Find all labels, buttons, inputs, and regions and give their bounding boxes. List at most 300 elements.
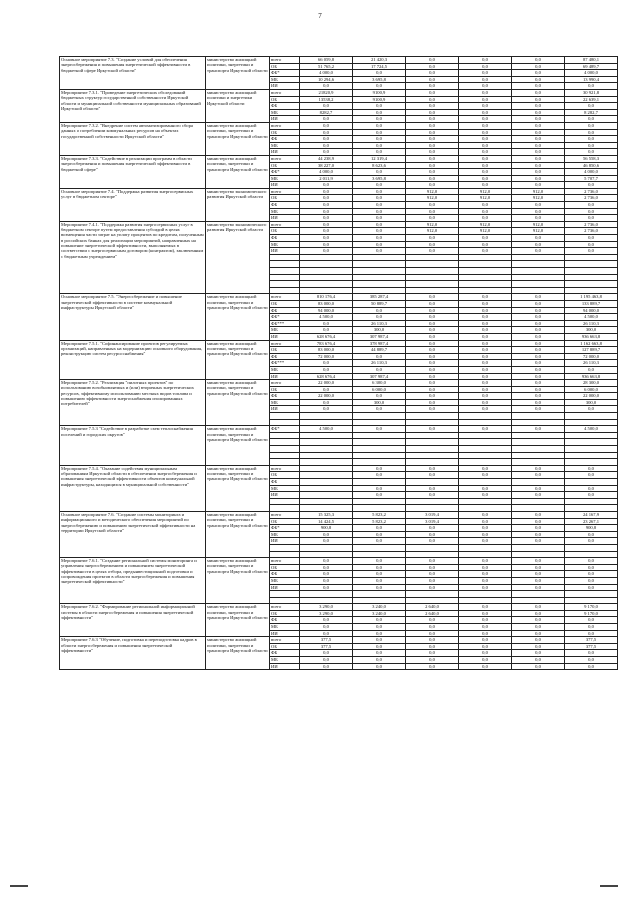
year-value-cell: 0,0 (459, 604, 512, 611)
page-number: 7 (318, 12, 322, 20)
year-value-cell (459, 551, 512, 558)
year-value-cell: 0,0 (300, 571, 353, 578)
total-cell: 87 480,1 (565, 57, 618, 64)
funding-source (270, 254, 300, 261)
year-value-cell: 72 000,0 (300, 353, 353, 360)
year-value-cell: 0,0 (459, 307, 512, 314)
responsible-executor: министерство жилищной политики, энергетики и транспорта Иркутской области (206, 155, 270, 188)
year-value-cell (406, 452, 459, 459)
year-value-cell (300, 274, 353, 281)
measure-description: Мероприятие 7.6.2. "Формирование региональной информационной системы в области энергосбережения и повышения энергетической эффективности" (60, 604, 206, 637)
year-value-cell (406, 274, 459, 281)
responsible-executor: министерство жилищной политики, энергетики и транспорта Иркутской области (206, 340, 270, 380)
total-cell: 0,0 (565, 142, 618, 149)
year-value-cell: 0,0 (512, 122, 565, 129)
year-value-cell: 0,0 (353, 577, 406, 584)
year-value-cell: 0,0 (406, 76, 459, 83)
total-cell: 936 663,8 (565, 373, 618, 380)
year-value-cell (459, 281, 512, 288)
budget-table (59, 56, 618, 670)
year-value-cell: 0,0 (300, 122, 353, 129)
year-value-cell: 0,0 (459, 465, 512, 472)
year-value-cell: 0,0 (406, 307, 459, 314)
year-value-cell: 0,0 (300, 538, 353, 545)
total-cell: 0,0 (565, 406, 618, 413)
total-cell: 0,0 (565, 663, 618, 670)
year-value-cell: 0,0 (406, 103, 459, 110)
total-cell (565, 459, 618, 466)
year-value-cell: 0,0 (459, 617, 512, 624)
year-value-cell: 0,0 (459, 175, 512, 182)
year-value-cell: 10 294,6 (300, 76, 353, 83)
total-cell: 1 195 463,8 (565, 294, 618, 301)
funding-source: МБ (270, 531, 300, 538)
year-value-cell (459, 413, 512, 420)
year-value-cell: 0,0 (300, 406, 353, 413)
funding-source: ОБ (270, 564, 300, 571)
year-value-cell: 26 110,3 (353, 360, 406, 367)
total-cell (565, 597, 618, 604)
year-value-cell: 8 623,6 (353, 162, 406, 169)
funding-source: всего (270, 89, 300, 96)
funding-source: ИИ (270, 83, 300, 90)
year-value-cell: 0,0 (512, 235, 565, 242)
year-value-cell: 13538,2 (300, 96, 353, 103)
year-value-cell: 8282,7 (300, 109, 353, 116)
funding-source (270, 452, 300, 459)
funding-source: ФБ* (270, 525, 300, 532)
year-value-cell (300, 419, 353, 426)
year-value-cell: 0,0 (512, 307, 565, 314)
funding-source: всего (270, 122, 300, 129)
year-value-cell (459, 432, 512, 439)
year-value-cell: 0,0 (406, 109, 459, 116)
year-value-cell: 0,0 (512, 465, 565, 472)
year-value-cell: 5 823,2 (353, 511, 406, 518)
year-value-cell: 0,0 (406, 366, 459, 373)
year-value-cell (459, 479, 512, 486)
funding-source: всего (270, 637, 300, 644)
year-value-cell (300, 261, 353, 268)
funding-source: ОБ (270, 63, 300, 70)
total-cell: 0,0 (565, 149, 618, 156)
total-cell: 0,0 (565, 182, 618, 189)
year-value-cell: 0,0 (459, 577, 512, 584)
total-cell: 133 889,7 (565, 300, 618, 307)
table-row (60, 294, 618, 301)
year-value-cell: 0,0 (459, 320, 512, 327)
funding-source (270, 459, 300, 466)
funding-source: ОБ (270, 347, 300, 354)
responsible-executor: министерство жилищной политики, энергетики и транспорта Иркутской области (206, 426, 270, 466)
year-value-cell: 0,0 (406, 116, 459, 123)
funding-source: МБ (270, 366, 300, 373)
year-value-cell: 0,0 (353, 584, 406, 591)
year-value-cell: 0,0 (512, 630, 565, 637)
year-value-cell: 0,0 (459, 630, 512, 637)
year-value-cell: 0,0 (353, 492, 406, 499)
year-value-cell (353, 281, 406, 288)
funding-source: ИИ (270, 538, 300, 545)
year-value-cell: 0,0 (512, 366, 565, 373)
year-value-cell: 0,0 (459, 472, 512, 479)
year-value-cell: 0,0 (459, 294, 512, 301)
year-value-cell: 0,0 (353, 525, 406, 532)
funding-source: ИИ (270, 630, 300, 637)
year-value-cell (406, 446, 459, 453)
year-value-cell: 912,0 (512, 228, 565, 235)
year-value-cell (300, 505, 353, 512)
total-cell: 0,0 (565, 208, 618, 215)
funding-source: МБ (270, 109, 300, 116)
table-row (60, 637, 618, 644)
funding-source: ФБ* (270, 426, 300, 433)
year-value-cell: 307 987,4 (353, 373, 406, 380)
total-cell: 0,0 (565, 129, 618, 136)
year-value-cell: 0,0 (512, 347, 565, 354)
table-row (60, 604, 618, 611)
year-value-cell: 0,0 (512, 116, 565, 123)
year-value-cell: 0,0 (512, 155, 565, 162)
year-value-cell: 0,0 (406, 558, 459, 565)
year-value-cell: 0,0 (459, 564, 512, 571)
year-value-cell: 0,0 (512, 169, 565, 176)
funding-source: всего (270, 558, 300, 565)
year-value-cell: 0,0 (459, 538, 512, 545)
funding-source (270, 274, 300, 281)
year-value-cell: 0,0 (512, 83, 565, 90)
year-value-cell: 0,0 (406, 353, 459, 360)
measure-description: Мероприятие 7.6.3 "Обучение, подготовка и переподготовка кадров в области энергосбережения и повышения энергетической эффективности" (60, 637, 206, 670)
total-cell: 0,0 (565, 465, 618, 472)
year-value-cell: 12 319,4 (353, 155, 406, 162)
year-value-cell: 783 676,4 (300, 340, 353, 347)
year-value-cell: 0,0 (300, 399, 353, 406)
year-value-cell: 0,0 (406, 70, 459, 77)
year-value-cell: 0,0 (512, 426, 565, 433)
year-value-cell: 0,0 (406, 386, 459, 393)
funding-source: всего (270, 57, 300, 64)
year-value-cell: 0,0 (353, 248, 406, 255)
year-value-cell: 0,0 (406, 182, 459, 189)
year-value-cell: 0,0 (459, 182, 512, 189)
responsible-executor: министерство жилищной политики, энергетики и транспорта Иркутской области (206, 637, 270, 670)
year-value-cell: 0,0 (512, 327, 565, 334)
year-value-cell: 0,0 (406, 406, 459, 413)
total-cell: 26 110,3 (565, 360, 618, 367)
year-value-cell: 0,0 (353, 472, 406, 479)
year-value-cell: 0,0 (300, 577, 353, 584)
year-value-cell: 0,0 (459, 525, 512, 532)
year-value-cell (512, 498, 565, 505)
year-value-cell: 0,0 (353, 314, 406, 321)
year-value-cell: 0,0 (512, 511, 565, 518)
year-value-cell: 912,0 (406, 228, 459, 235)
total-cell (565, 498, 618, 505)
year-value-cell (406, 287, 459, 294)
total-cell (565, 591, 618, 598)
year-value-cell (512, 261, 565, 268)
year-value-cell (353, 544, 406, 551)
total-cell (565, 287, 618, 294)
total-cell: 0,0 (565, 584, 618, 591)
year-value-cell: 0,0 (512, 182, 565, 189)
year-value-cell: 0,0 (459, 202, 512, 209)
total-cell: 0,0 (565, 577, 618, 584)
year-value-cell: 0,0 (353, 307, 406, 314)
total-cell: 0,0 (565, 492, 618, 499)
year-value-cell: 0,0 (300, 241, 353, 248)
year-value-cell: 0,0 (353, 630, 406, 637)
year-value-cell (406, 498, 459, 505)
funding-source: всего (270, 155, 300, 162)
table-row (60, 122, 618, 129)
table-row (60, 89, 618, 96)
year-value-cell: 0,0 (406, 241, 459, 248)
year-value-cell (512, 287, 565, 294)
year-value-cell: 0,0 (459, 366, 512, 373)
year-value-cell: 0,0 (300, 663, 353, 670)
year-value-cell: 0,0 (459, 208, 512, 215)
year-value-cell (300, 432, 353, 439)
year-value-cell: 912,0 (512, 195, 565, 202)
year-value-cell (459, 505, 512, 512)
year-value-cell: 21820,9 (300, 89, 353, 96)
scan-edge-mark-right (600, 885, 618, 887)
measure-description: Мероприятие 7.4.1. "Поддержка развития энергосервисных услуг в бюджетном секторе путем предоставления субсидий в целях возмещения части затрат на уплату процентов по кредитам, полученным в российских банках для реализации мероприятий, направленных на повышение энергетической эффективности, выполняемых в соответствии с энергосервисным договором (контрактом), заключенным с бюджетным учреждением" (60, 221, 206, 294)
year-value-cell (353, 287, 406, 294)
year-value-cell: 0,0 (406, 175, 459, 182)
year-value-cell: 0,0 (300, 327, 353, 334)
year-value-cell: 0,0 (406, 663, 459, 670)
year-value-cell: 0,0 (459, 162, 512, 169)
funding-source: ФБ* (270, 70, 300, 77)
responsible-executor: министерство жилищной политики, энергетики и транспорта Иркутской области (206, 57, 270, 90)
responsible-executor: министерство жилищной политики и энергетики Иркутской области (206, 89, 270, 122)
year-value-cell: 0,0 (406, 208, 459, 215)
year-value-cell: 0,0 (512, 340, 565, 347)
total-cell: 72 000,0 (565, 353, 618, 360)
year-value-cell: 0,0 (300, 657, 353, 664)
year-value-cell: 0,0 (459, 518, 512, 525)
funding-source (270, 419, 300, 426)
year-value-cell: 0,0 (512, 577, 565, 584)
total-cell (565, 281, 618, 288)
year-value-cell: 385 287,4 (353, 294, 406, 301)
table-row (60, 340, 618, 347)
year-value-cell: 900,8 (300, 525, 353, 532)
year-value-cell: 0,0 (353, 70, 406, 77)
year-value-cell: 0,0 (512, 142, 565, 149)
responsible-executor: министерство жилищной политики, энергетики и транспорта Иркутской области (206, 380, 270, 426)
year-value-cell (353, 261, 406, 268)
year-value-cell: 0,0 (459, 89, 512, 96)
year-value-cell: 3 240,0 (353, 610, 406, 617)
year-value-cell: 0,0 (459, 116, 512, 123)
year-value-cell: 0,0 (406, 393, 459, 400)
total-cell: 13 990,4 (565, 76, 618, 83)
year-value-cell: 0,0 (406, 314, 459, 321)
year-value-cell: 0,0 (353, 169, 406, 176)
total-cell: 0,0 (565, 538, 618, 545)
year-value-cell: 0,0 (353, 228, 406, 235)
year-value-cell: 0,0 (353, 558, 406, 565)
year-value-cell (353, 479, 406, 486)
year-value-cell (512, 254, 565, 261)
year-value-cell: 2 640,0 (406, 604, 459, 611)
year-value-cell: 26 110,3 (353, 320, 406, 327)
year-value-cell: 0,0 (300, 624, 353, 631)
total-cell: 2 736,0 (565, 221, 618, 228)
year-value-cell: 0,0 (406, 327, 459, 334)
funding-source (270, 551, 300, 558)
year-value-cell (300, 446, 353, 453)
year-value-cell (353, 591, 406, 598)
year-value-cell: 0,0 (459, 109, 512, 116)
year-value-cell: 0,0 (353, 195, 406, 202)
funding-source: ОБ (270, 643, 300, 650)
year-value-cell: 0,0 (459, 360, 512, 367)
table-row (60, 426, 618, 433)
table-row (60, 465, 618, 472)
year-value-cell (512, 551, 565, 558)
table-row (60, 188, 618, 195)
year-value-cell: 38 227,0 (300, 162, 353, 169)
total-cell: 377,5 (565, 637, 618, 644)
year-value-cell: 300,0 (353, 399, 406, 406)
year-value-cell (353, 452, 406, 459)
year-value-cell: 0,0 (459, 610, 512, 617)
year-value-cell: 0,0 (512, 63, 565, 70)
year-value-cell: 0,0 (300, 386, 353, 393)
year-value-cell: 0,0 (353, 650, 406, 657)
funding-source: ФБ (270, 307, 300, 314)
year-value-cell (353, 413, 406, 420)
funding-source: ОБ (270, 518, 300, 525)
year-value-cell: 21 420,3 (353, 57, 406, 64)
total-cell (565, 544, 618, 551)
funding-source: ФБ (270, 617, 300, 624)
measure-description: Мероприятие 7.5.4. "Оказание содействия муниципальным образованиям Иркутской области в обеспечении энергосбережения и повышения энергетической эффективности объектов коммунальной инфраструктуры, находящихся в муниципальной собственности" (60, 465, 206, 511)
funding-source: всего (270, 380, 300, 387)
funding-source: ИИ (270, 406, 300, 413)
year-value-cell: 50 889,7 (353, 300, 406, 307)
year-value-cell: 0,0 (406, 162, 459, 169)
funding-source: ОБ (270, 300, 300, 307)
total-cell: 28 300,0 (565, 380, 618, 387)
total-cell (565, 439, 618, 446)
year-value-cell: 628 676,4 (300, 373, 353, 380)
total-cell: 0,0 (565, 617, 618, 624)
year-value-cell: 0,0 (512, 70, 565, 77)
year-value-cell (300, 472, 353, 479)
year-value-cell (300, 591, 353, 598)
year-value-cell: 0,0 (512, 380, 565, 387)
year-value-cell: 0,0 (353, 136, 406, 143)
year-value-cell (459, 287, 512, 294)
year-value-cell (512, 439, 565, 446)
year-value-cell (300, 498, 353, 505)
year-value-cell: 810 176,4 (300, 294, 353, 301)
year-value-cell: 0,0 (406, 202, 459, 209)
funding-source: МБ (270, 577, 300, 584)
year-value-cell (353, 274, 406, 281)
measure-description: Основное мероприятие 7.6. "Создание системы мониторинга и информационного и методического обеспечения мероприятий по энергосбережению и повышению энергетической эффективности на территории Иркутской области" (60, 511, 206, 557)
year-value-cell: 0,0 (353, 617, 406, 624)
total-cell: 0,0 (565, 558, 618, 565)
table-row (60, 221, 618, 228)
year-value-cell: 14 424,5 (300, 518, 353, 525)
year-value-cell (459, 591, 512, 598)
year-value-cell: 0,0 (353, 657, 406, 664)
funding-source (270, 432, 300, 439)
year-value-cell: 4 000,0 (300, 70, 353, 77)
year-value-cell: 307 987,4 (353, 333, 406, 340)
year-value-cell: 0,0 (512, 57, 565, 64)
year-value-cell: 0,0 (459, 314, 512, 321)
year-value-cell: 377,5 (300, 643, 353, 650)
funding-source (270, 505, 300, 512)
total-cell: 0,0 (565, 571, 618, 578)
responsible-executor: министерство жилищной политики, энергетики и транспорта Иркутской области (206, 558, 270, 604)
year-value-cell: 0,0 (512, 492, 565, 499)
year-value-cell (459, 274, 512, 281)
year-value-cell: 0,0 (406, 637, 459, 644)
year-value-cell: 912,0 (459, 228, 512, 235)
year-value-cell (406, 591, 459, 598)
year-value-cell: 94 000,0 (300, 307, 353, 314)
year-value-cell: 0,0 (512, 103, 565, 110)
year-value-cell: 0,0 (512, 215, 565, 222)
total-cell: 4 500,0 (565, 426, 618, 433)
year-value-cell (512, 591, 565, 598)
year-value-cell: 0,0 (353, 406, 406, 413)
year-value-cell: 9100,9 (353, 96, 406, 103)
year-value-cell: 0,0 (512, 610, 565, 617)
year-value-cell: 0,0 (406, 89, 459, 96)
funding-source: всего (270, 604, 300, 611)
year-value-cell: 0,0 (459, 129, 512, 136)
funding-source: ИИ (270, 663, 300, 670)
year-value-cell (512, 544, 565, 551)
year-value-cell (300, 268, 353, 275)
funding-source: ФБ (270, 479, 300, 486)
year-value-cell: 0,0 (459, 103, 512, 110)
year-value-cell (406, 268, 459, 275)
funding-source: ФБ (270, 393, 300, 400)
funding-source: ИИ (270, 584, 300, 591)
year-value-cell: 0,0 (459, 136, 512, 143)
total-cell: 0,0 (565, 83, 618, 90)
year-value-cell: 0,0 (353, 571, 406, 578)
funding-source: ИИ (270, 373, 300, 380)
total-cell: 56 558,3 (565, 155, 618, 162)
total-cell: 0,0 (565, 215, 618, 222)
year-value-cell (406, 479, 459, 486)
total-cell: 0,0 (565, 116, 618, 123)
year-value-cell: 0,0 (459, 327, 512, 334)
year-value-cell (300, 485, 353, 492)
year-value-cell: 0,0 (459, 235, 512, 242)
year-value-cell: 0,0 (353, 215, 406, 222)
year-value-cell: 0,0 (406, 320, 459, 327)
year-value-cell (353, 432, 406, 439)
year-value-cell: 0,0 (512, 300, 565, 307)
year-value-cell (459, 439, 512, 446)
year-value-cell: 0,0 (459, 353, 512, 360)
year-value-cell: 0,0 (406, 57, 459, 64)
total-cell: 2 736,0 (565, 228, 618, 235)
